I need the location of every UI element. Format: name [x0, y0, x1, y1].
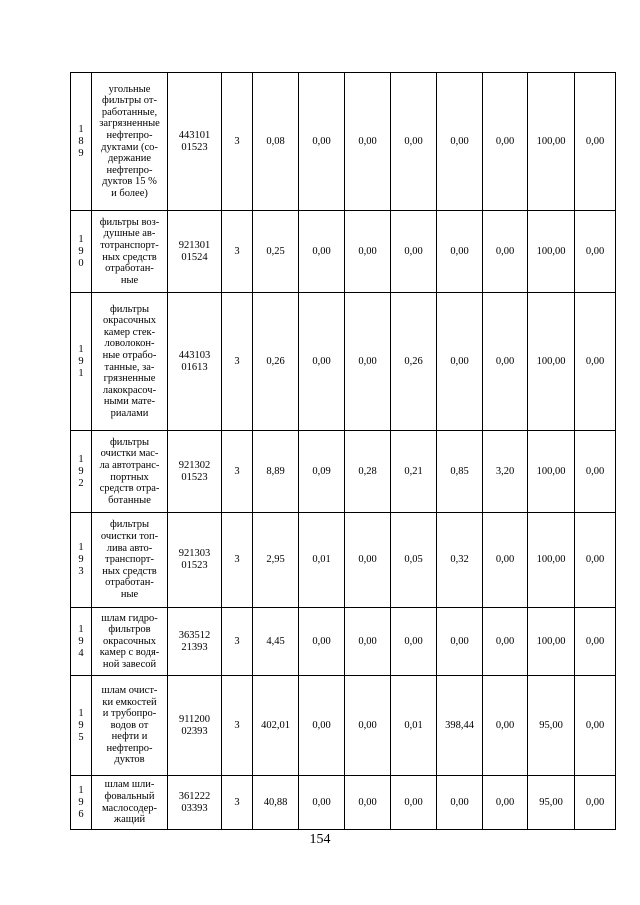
- value-cell: 0,85: [437, 431, 483, 513]
- hazard-class: 3: [222, 293, 253, 431]
- value-cell: 100,00: [528, 73, 575, 211]
- value-cell: 3,20: [483, 431, 528, 513]
- value-cell: 0,08: [253, 73, 299, 211]
- row-number: 1 9 4: [71, 608, 92, 676]
- fkko-code: 911200 02393: [168, 676, 222, 776]
- value-cell: 0,00: [437, 73, 483, 211]
- fkko-code: 363512 21393: [168, 608, 222, 676]
- fkko-code: 443101 01523: [168, 73, 222, 211]
- row-number: 1 9 5: [71, 676, 92, 776]
- value-cell: 0,00: [299, 676, 345, 776]
- value-cell: 100,00: [528, 293, 575, 431]
- value-cell: 0,25: [253, 211, 299, 293]
- value-cell: 0,00: [483, 73, 528, 211]
- table-row: [71, 431, 616, 513]
- value-cell: 398,44: [437, 676, 483, 776]
- hazard-class: 3: [222, 211, 253, 293]
- value-cell: 0,00: [575, 513, 616, 608]
- value-cell: 0,00: [575, 676, 616, 776]
- value-cell: 0,00: [345, 676, 391, 776]
- value-cell: 0,00: [437, 211, 483, 293]
- value-cell: 0,00: [391, 73, 437, 211]
- value-cell: 0,00: [575, 608, 616, 676]
- value-cell: 0,00: [345, 513, 391, 608]
- hazard-class: 3: [222, 676, 253, 776]
- value-cell: 95,00: [528, 676, 575, 776]
- waste-name: фильтры очистки мас- ла автотранс- портных средств отра- ботанные: [92, 431, 168, 513]
- value-cell: 0,00: [575, 431, 616, 513]
- row-number: 1 9 2: [71, 431, 92, 513]
- row-number: 1 8 9: [71, 73, 92, 211]
- fkko-code: 921301 01524: [168, 211, 222, 293]
- value-cell: 0,00: [483, 293, 528, 431]
- value-cell: 0,00: [437, 293, 483, 431]
- value-cell: 0,00: [483, 676, 528, 776]
- fkko-code: 361222 03393: [168, 776, 222, 830]
- value-cell: 0,01: [299, 513, 345, 608]
- value-cell: 0,00: [345, 211, 391, 293]
- page-number: 154: [309, 832, 331, 847]
- value-cell: 0,00: [299, 211, 345, 293]
- value-cell: 0,00: [345, 73, 391, 211]
- hazard-class: 3: [222, 513, 253, 608]
- fkko-code: 921303 01523: [168, 513, 222, 608]
- value-cell: 0,00: [391, 211, 437, 293]
- waste-name: шлам очист- ки емкостей и трубопро- водов от нефти и нефтепро- дуктов: [92, 676, 168, 776]
- waste-name: шлам шли- фовальный маслосодер- жащий: [92, 776, 168, 830]
- value-cell: 0,28: [345, 431, 391, 513]
- value-cell: 100,00: [528, 608, 575, 676]
- row-number: 1 9 0: [71, 211, 92, 293]
- hazard-class: 3: [222, 431, 253, 513]
- value-cell: 0,00: [437, 776, 483, 830]
- table-row: [71, 776, 616, 830]
- value-cell: 0,05: [391, 513, 437, 608]
- value-cell: 8,89: [253, 431, 299, 513]
- value-cell: 0,00: [345, 776, 391, 830]
- value-cell: 0,00: [299, 73, 345, 211]
- table-row: [71, 211, 616, 293]
- hazard-class: 3: [222, 776, 253, 830]
- value-cell: 0,00: [391, 608, 437, 676]
- table-row: [71, 513, 616, 608]
- table-row: [71, 73, 616, 211]
- value-cell: 2,95: [253, 513, 299, 608]
- value-cell: 40,88: [253, 776, 299, 830]
- value-cell: 0,00: [575, 211, 616, 293]
- value-cell: 95,00: [528, 776, 575, 830]
- value-cell: 0,00: [483, 776, 528, 830]
- table-row: [71, 676, 616, 776]
- waste-table: [70, 72, 616, 830]
- value-cell: 100,00: [528, 211, 575, 293]
- value-cell: 0,26: [391, 293, 437, 431]
- value-cell: 0,00: [345, 293, 391, 431]
- value-cell: 100,00: [528, 431, 575, 513]
- row-number: 1 9 1: [71, 293, 92, 431]
- waste-name: фильтры воз- душные ав- тотранспорт- ных средств отработан- ные: [92, 211, 168, 293]
- value-cell: 0,01: [391, 676, 437, 776]
- hazard-class: 3: [222, 608, 253, 676]
- value-cell: 100,00: [528, 513, 575, 608]
- value-cell: 0,00: [437, 608, 483, 676]
- value-cell: 0,09: [299, 431, 345, 513]
- value-cell: 0,21: [391, 431, 437, 513]
- value-cell: 0,00: [575, 73, 616, 211]
- value-cell: 0,00: [345, 608, 391, 676]
- value-cell: 0,00: [483, 211, 528, 293]
- waste-name: фильтры окрасочных камер стек- ловолокон- ные отрабо- танные, за- грязненные лакокрасоч- ными мате- риалами: [92, 293, 168, 431]
- table-row: [71, 608, 616, 676]
- value-cell: 0,00: [575, 293, 616, 431]
- value-cell: 0,00: [391, 776, 437, 830]
- value-cell: 0,00: [299, 608, 345, 676]
- value-cell: 0,00: [483, 608, 528, 676]
- row-number: 1 9 3: [71, 513, 92, 608]
- value-cell: 0,00: [299, 776, 345, 830]
- fkko-code: 443103 01613: [168, 293, 222, 431]
- waste-name: фильтры очистки топ- лива авто- транспорт- ных средств отработан- ные: [92, 513, 168, 608]
- hazard-class: 3: [222, 73, 253, 211]
- value-cell: 4,45: [253, 608, 299, 676]
- waste-name: шлам гидро- фильтров окрасочных камер с водя- ной завесой: [92, 608, 168, 676]
- value-cell: 402,01: [253, 676, 299, 776]
- value-cell: 0,00: [483, 513, 528, 608]
- value-cell: 0,32: [437, 513, 483, 608]
- row-number: 1 9 6: [71, 776, 92, 830]
- table-row: [71, 293, 616, 431]
- value-cell: 0,26: [253, 293, 299, 431]
- waste-name: угольные фильтры от- работанные, загрязненные нефтепро- дуктами (со- держание нефтепро- дуктов 15 % и более): [92, 73, 168, 211]
- fkko-code: 921302 01523: [168, 431, 222, 513]
- value-cell: 0,00: [575, 776, 616, 830]
- value-cell: 0,00: [299, 293, 345, 431]
